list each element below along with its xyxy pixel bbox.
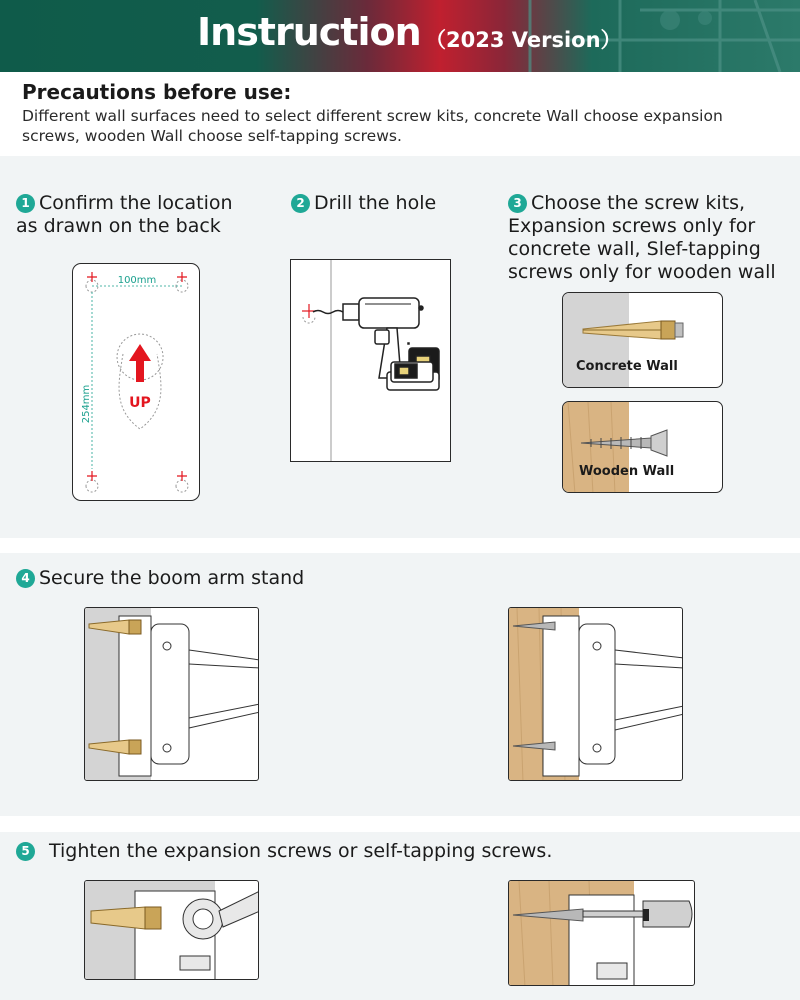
step-5-title	[16, 840, 716, 863]
boom-arm-wooden-drawing	[509, 608, 683, 781]
version-label: （2023 Version）	[425, 28, 622, 52]
step-3-title	[508, 192, 798, 284]
step-4-panel	[0, 553, 800, 816]
mounting-template-drawing	[73, 264, 200, 501]
tighten-concrete-illustration	[84, 880, 259, 980]
page-title: Instruction	[197, 10, 421, 54]
up-label: UP	[129, 395, 151, 411]
steps-1-3-panel	[0, 156, 800, 538]
wooden-screw-kit-card	[562, 401, 723, 493]
precautions-text: Different wall surfaces need to select different screw kits, concrete Wall choose expansion screws, wooden Wall choose self-tapping screws.	[22, 107, 723, 145]
step-4-text: Secure the boom arm stand	[39, 567, 305, 589]
step-1-badge: 1	[16, 194, 35, 213]
step-3-text: Choose the screw kits, Expansion screws only for concrete wall, Slef-tapping screws only for wooden wall	[508, 192, 776, 283]
drill-hole-diagram	[290, 259, 451, 462]
concrete-wall-label: Concrete Wall	[576, 359, 678, 374]
step-5-badge: 5	[16, 842, 35, 861]
drill-icon	[313, 298, 439, 390]
wooden-mount-illustration	[508, 607, 683, 781]
step-2-text: Drill the hole	[314, 192, 437, 214]
drill-illustration	[291, 260, 451, 462]
mounting-template-diagram	[72, 263, 200, 501]
concrete-screw-kit-card	[562, 292, 723, 388]
header-banner	[0, 0, 800, 72]
step-2-title	[291, 192, 491, 215]
boom-arm-concrete-drawing	[85, 608, 259, 781]
step-1-text: Confirm the location as drawn on the back	[16, 192, 233, 237]
step-5-panel	[0, 832, 800, 1000]
step-4-title	[16, 567, 516, 590]
wooden-wall-label: Wooden Wall	[579, 464, 675, 479]
width-dimension-label: 100mm	[117, 275, 157, 286]
self-tapping-screw-icon	[563, 402, 723, 493]
concrete-mount-illustration	[84, 607, 259, 781]
tighten-wooden-illustration	[508, 880, 695, 986]
precautions-section	[0, 72, 800, 154]
precautions-title: Precautions before use:	[22, 80, 292, 104]
step-3-badge: 3	[508, 194, 527, 213]
screwdriver-wooden-drawing	[509, 881, 695, 986]
step-2-badge: 2	[291, 194, 310, 213]
wrench-concrete-drawing	[85, 881, 259, 980]
step-1-title	[16, 192, 276, 238]
height-dimension-label: 254mm	[81, 384, 92, 424]
step-5-text: Tighten the expansion screws or self-tapping screws.	[49, 840, 553, 862]
up-arrow-icon	[129, 344, 151, 382]
step-4-badge: 4	[16, 569, 35, 588]
